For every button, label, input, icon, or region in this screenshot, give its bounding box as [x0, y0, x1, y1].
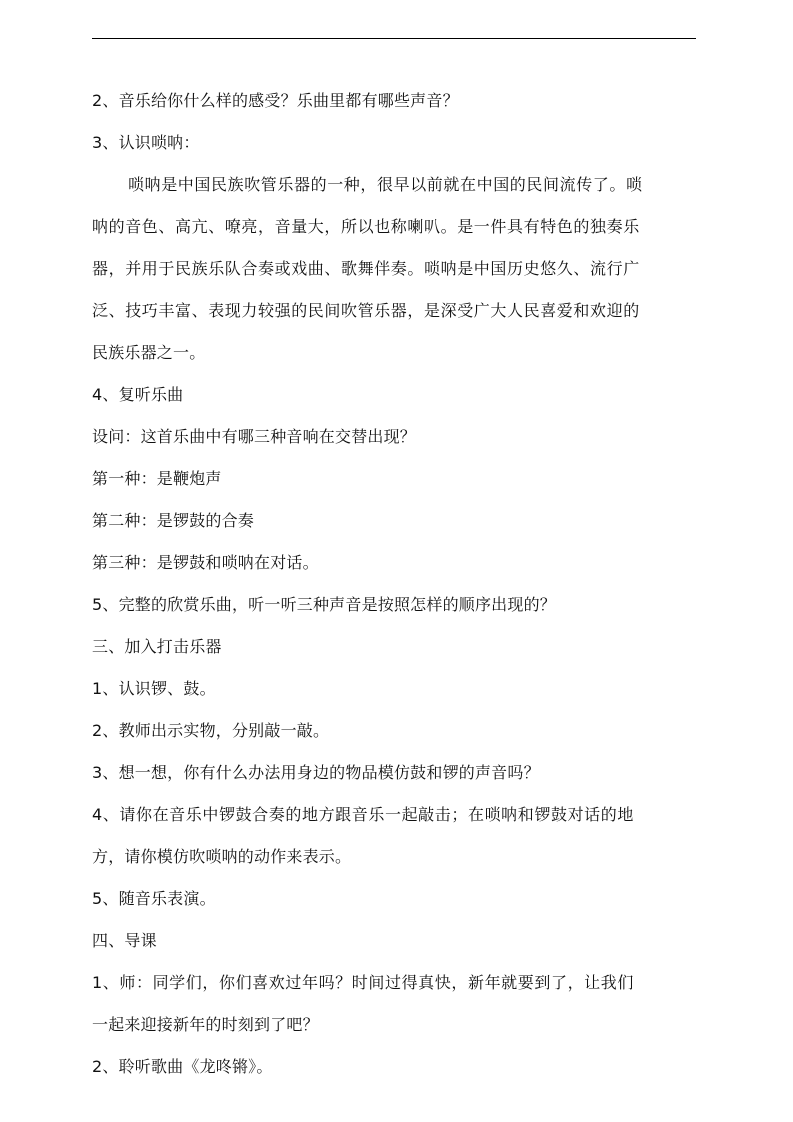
header-rule	[92, 38, 696, 39]
paragraph-line: 唢呐是中国民族吹管乐器的一种，很早以前就在中国的民间流传了。唢	[128, 175, 643, 194]
section-heading: 4、复听乐曲	[92, 385, 184, 404]
paragraph-line: 民族乐器之一。	[92, 343, 206, 362]
section-heading: 三、加入打击乐器	[92, 637, 222, 656]
text-line: 第三种：是锣鼓和唢呐在对话。	[92, 553, 319, 572]
text-line: 第一种：是鞭炮声	[92, 469, 222, 488]
text-line: 1、师：同学们，你们喜欢过年吗？时间过得真快，新年就要到了，让我们	[92, 973, 634, 992]
paragraph-line: 泛、技巧丰富、表现力较强的民间吹管乐器，是深受广大人民喜爱和欢迎的	[92, 301, 640, 320]
document-body	[92, 80, 704, 1088]
text-line: 一起来迎接新年的时刻到了吧？	[92, 1015, 319, 1034]
text-line: 3、想一想，你有什么办法用身边的物品模仿鼓和锣的声音吗？	[92, 763, 540, 782]
paragraph-line: 呐的音色、高亢、嘹亮，音量大，所以也称喇叭。是一件具有特色的独奏乐	[92, 217, 640, 236]
text-line: 设问：这首乐曲中有哪三种音响在交替出现？	[92, 427, 417, 446]
text-line: 2、教师出示实物，分别敲一敲。	[92, 721, 330, 740]
text-line: 5、随音乐表演。	[92, 889, 216, 908]
text-line: 2、音乐给你什么样的感受？乐曲里都有哪些声音？	[92, 91, 459, 110]
section-heading: 四、导课	[92, 931, 157, 950]
paragraph-line: 器，并用于民族乐队合奏或戏曲、歌舞伴奏。唢呐是中国历史悠久、流行广	[92, 259, 640, 278]
text-line: 第二种：是锣鼓的合奏	[92, 511, 255, 530]
section-heading: 3、认识唢呐：	[92, 133, 200, 152]
text-line: 5、完整的欣赏乐曲，听一听三种声音是按照怎样的顺序出现的？	[92, 595, 556, 614]
text-line: 1、认识锣、鼓。	[92, 679, 216, 698]
text-line: 2、聆听歌曲《龙咚锵》。	[92, 1057, 273, 1076]
text-line: 方，请你模仿吹唢呐的动作来表示。	[92, 847, 352, 866]
text-line: 4、请你在音乐中锣鼓合奏的地方跟音乐一起敲击；在唢呐和锣鼓对话的地	[92, 805, 634, 824]
